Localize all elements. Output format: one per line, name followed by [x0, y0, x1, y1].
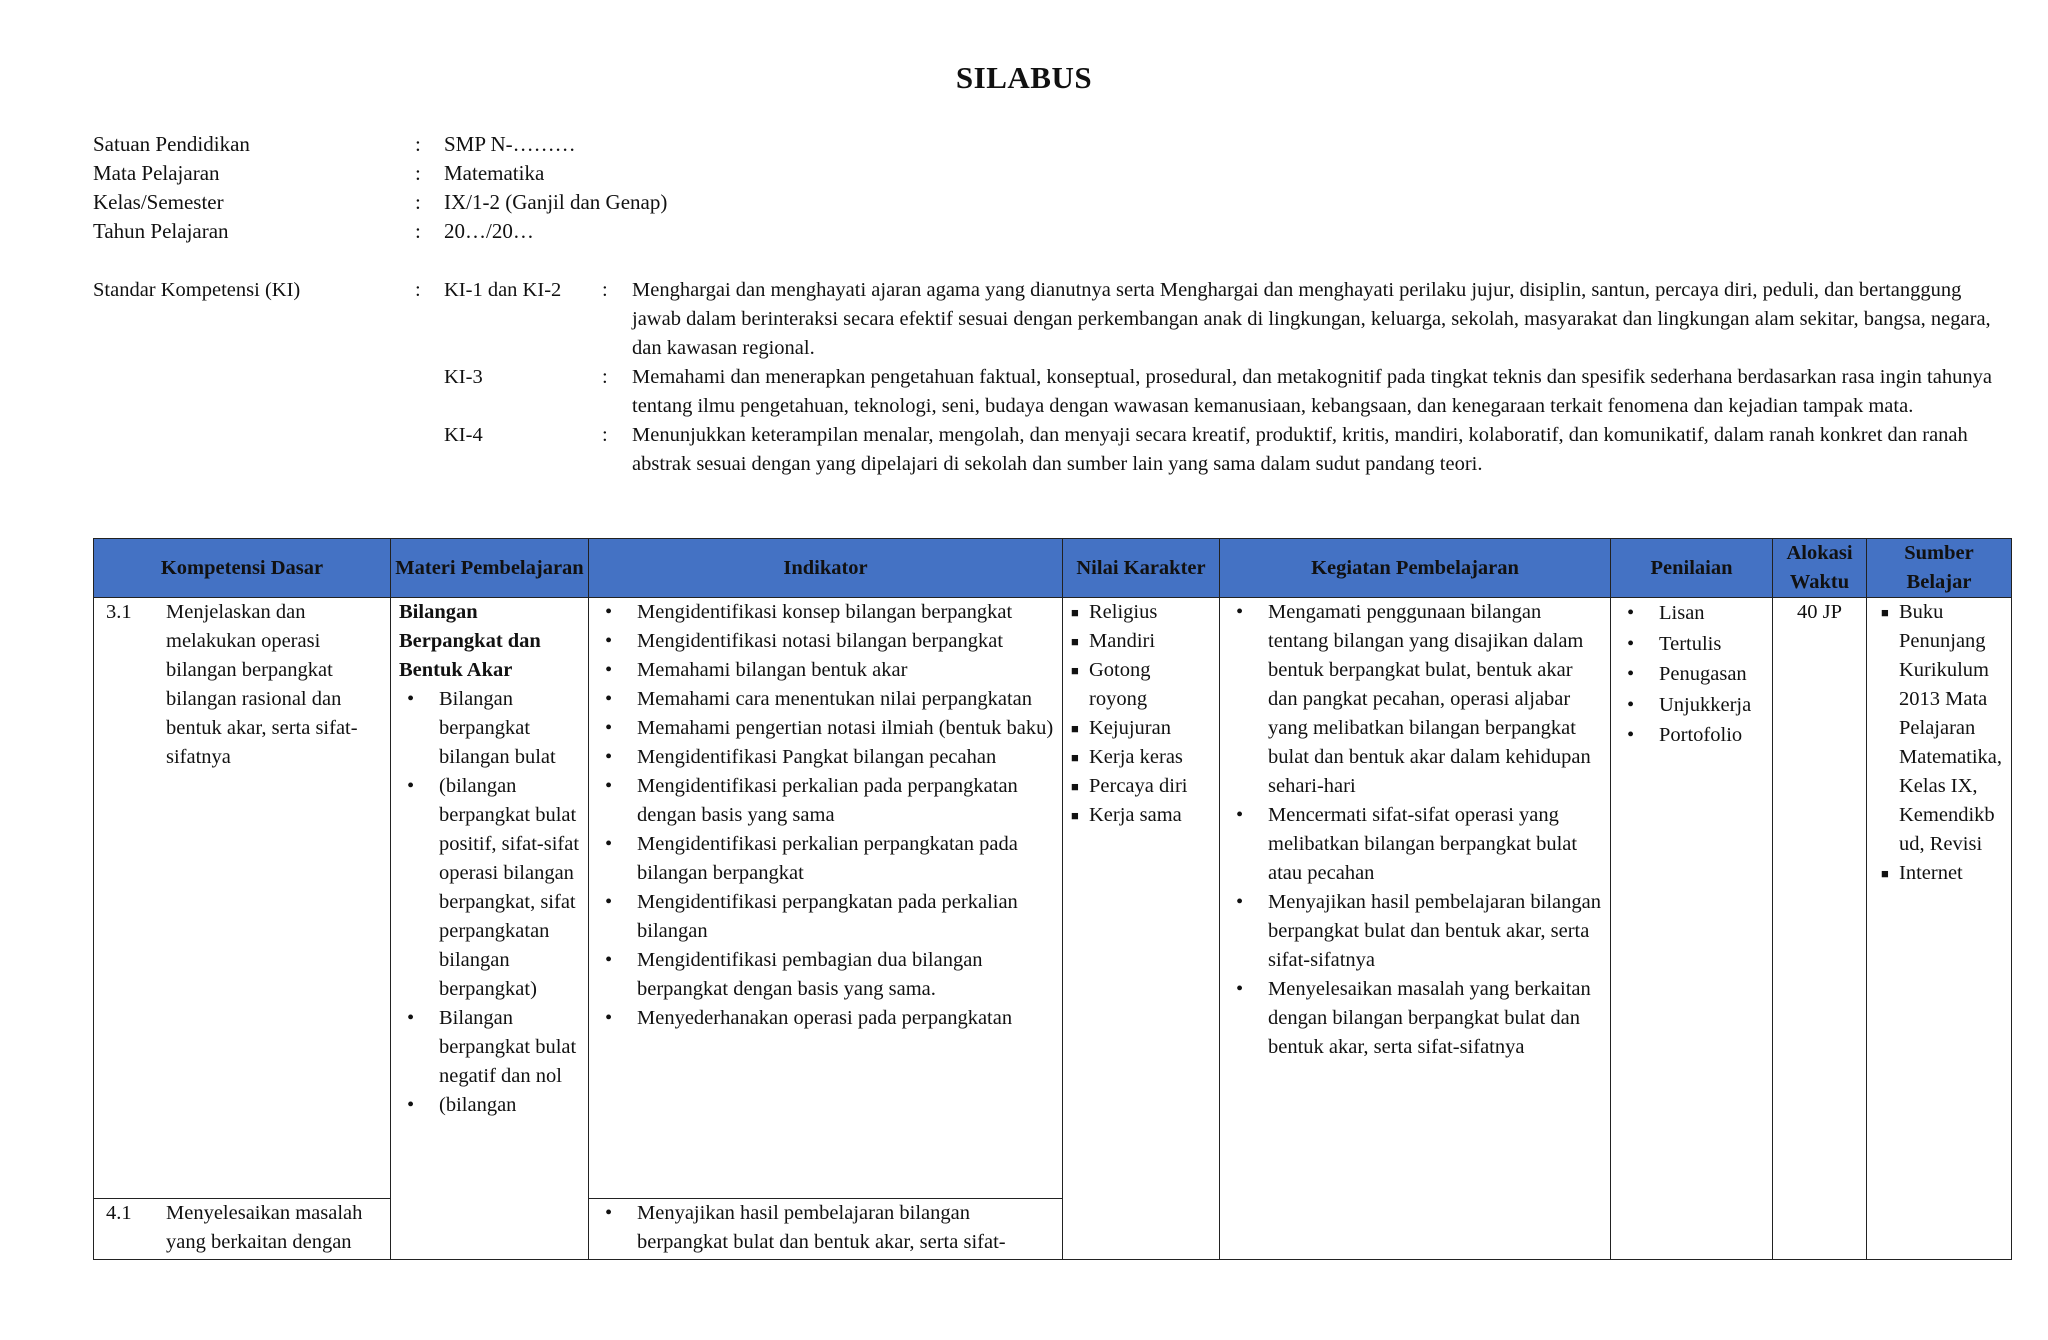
cell-materi: [391, 598, 589, 1260]
list-item: ■ Kerja sama: [1071, 804, 1182, 826]
kd-item: [94, 598, 390, 1198]
meta-label: Kelas/Semester: [93, 190, 224, 214]
cell-penilaian: [1611, 598, 1773, 1260]
list-item: • Penugasan: [1627, 663, 1747, 685]
ki-code: KI-3: [444, 366, 483, 388]
list-item: • Mengidentifikasi notasi bilangan berpangkat: [605, 630, 1004, 652]
meta-colon: :: [415, 219, 421, 243]
list-item: • Mengidentifikasi konsep bilangan berpangkat: [605, 601, 1013, 623]
ki-text: Menghargai dan menghayati ajaran agama yang dianutnya serta Menghargai dan menghayati perilaku jujur, disiplin, santun, percaya diri, peduli, dan bertanggung jawab dalam berinteraksi secara efektif sesuai dengan perkembangan anak di lingkungan, keluarga, sekolah, masyarakat dan lingkungan alam sekitar, bangsa, negara, dan kawasan regional.: [632, 279, 1991, 359]
meta-label: Tahun Pelajaran: [93, 219, 229, 243]
ki-colon: :: [602, 279, 608, 301]
list-item: • Menyederhanakan operasi pada perpangkatan: [605, 1007, 1013, 1029]
list-item: • Mengidentifikasi perpangkatan pada perkalian bilangan: [605, 891, 1018, 942]
header-sumber: Sumber Belajar: [1867, 539, 2012, 598]
ki-label: Standar Kompetensi (KI): [93, 279, 301, 301]
meta-value: SMP N-………: [444, 132, 576, 156]
identity-block: [93, 130, 667, 246]
ki-row: [93, 363, 1993, 421]
ki-text: Menunjukkan keterampilan menalar, mengolah, dan menyaji secara kreatif, produktif, kritis, mandiri, kolaboratif, dan komunikatif, dalam ranah konkret dan ranah abstrak sesuai dengan yang dipelajari di sekolah dan sumber lain yang sama dalam sudut pandang teori.: [632, 424, 1968, 475]
cell-indikator: [589, 598, 1063, 1199]
meta-row: [93, 217, 667, 246]
document-title: SILABUS: [955, 60, 1093, 95]
ki-block: [93, 276, 1993, 479]
list-item: • Mengamati penggunaan bilangan tentang bilangan yang disajikan dalam bentuk berpangkat bulat, bentuk akar dan pangkat pecahan, operasi aljabar yang melibatkan bilangan berpangkat bulat dan bentuk akar dalam kehidupan sehari-hari: [1236, 601, 1591, 797]
header-nilai-karakter: Nilai Karakter: [1063, 539, 1220, 598]
meta-label: Mata Pelajaran: [93, 161, 220, 185]
cell-indikator: [589, 1199, 1063, 1260]
list-item: • Menyajikan hasil pembelajaran bilangan berpangkat bulat dan bentuk akar, serta sifat-sifatnya: [1236, 891, 1602, 971]
ki-colon: :: [602, 424, 608, 446]
ki-colon: :: [602, 366, 608, 388]
meta-value: 20…/20…: [444, 219, 534, 243]
ki-code: KI-4: [444, 424, 483, 446]
meta-label: Satuan Pendidikan: [93, 132, 250, 156]
list-item: • Unjukkerja: [1627, 693, 1752, 716]
kd-number: 3.1: [106, 601, 132, 623]
cell-sumber: [1867, 598, 2012, 1260]
list-item: • Bilangan berpangkat bilangan bulat: [407, 688, 556, 768]
kd-item: [102, 1199, 382, 1257]
meta-row: [93, 188, 667, 217]
meta-row: [93, 130, 667, 159]
list-item: • Portofolio: [1627, 724, 1743, 746]
list-item: ■ Religius: [1071, 601, 1158, 623]
table-header-row: [94, 539, 2012, 598]
list-item: ■ Gotong royong: [1071, 659, 1151, 710]
list-item: • Menyelesaikan masalah yang berkaitan dengan bilangan berpangkat bulat dan bentuk akar, serta sifat-sifatnya: [1236, 978, 1591, 1058]
ki-row: [93, 276, 1993, 363]
list-item: • Memahami bilangan bentuk akar: [605, 659, 908, 681]
list-item: • (bilangan: [407, 1094, 517, 1116]
header-indikator: Indikator: [589, 539, 1063, 598]
list-item: • Mengidentifikasi pembagian dua bilangan berpangkat dengan basis yang sama.: [605, 949, 983, 1000]
list-item: ■ Percaya diri: [1071, 775, 1188, 797]
table-row: [94, 598, 2012, 1199]
meta-row: [93, 159, 667, 188]
list-item: • Bilangan berpangkat bulat negatif dan nol: [407, 1007, 577, 1087]
list-item: • Mengidentifikasi perkalian perpangkatan pada bilangan berpangkat: [605, 833, 1018, 884]
header-kompetensi-dasar: Kompetensi Dasar: [94, 539, 391, 598]
sumber-list: [1881, 598, 2003, 888]
cell-kompetensi-dasar: [94, 598, 391, 1199]
ki-code: KI-1 dan KI-2: [444, 279, 562, 301]
list-item: • (bilangan berpangkat bulat positif, sifat-sifat operasi bilangan berpangkat, sifat perpangkatan bilangan berpangkat): [407, 775, 580, 1000]
meta-colon: :: [415, 190, 421, 214]
ki-text: Memahami dan menerapkan pengetahuan faktual, konseptual, prosedural, dan metakognitif pada tingkat teknis dan spesifik sederhana berdasarkan rasa ingin tahunya tentang ilmu pengetahuan, teknologi, seni, budaya dengan wawasan kemanusiaan, kebangsaan, dan kenegaraan terkait fenomena dan kejadian tampak mata.: [632, 366, 1992, 417]
penilaian-list: [1619, 598, 1764, 751]
meta-value: IX/1-2 (Ganjil dan Genap): [444, 190, 668, 214]
kd-text: Menjelaskan dan melakukan operasi bilangan berpangkat bilangan rasional dan bentuk akar, serta sifat-sifatnya: [166, 601, 358, 768]
list-item: • Lisan: [1627, 602, 1705, 624]
cell-alokasi: 40 JP: [1773, 598, 1867, 1260]
list-item: • Mengidentifikasi Pangkat bilangan pecahan: [605, 746, 997, 768]
list-item: • Memahami pengertian notasi ilmiah (bentuk baku): [605, 717, 1054, 739]
list-item: • Menyajikan hasil pembelajaran bilangan berpangkat bulat dan bentuk akar, serta sifat-: [605, 1202, 1006, 1253]
list-item: • Mencermati sifat-sifat operasi yang melibatkan bilangan berpangkat bulat atau pecahan: [1236, 804, 1578, 884]
list-item: ■ Buku Penunjang Kurikulum 2013 Mata Pelajaran Matematika, Kelas IX, Kemendikb ud, Revisi: [1881, 601, 2003, 855]
header-materi: Materi Pembelajaran: [391, 539, 589, 598]
meta-colon: :: [415, 132, 421, 156]
meta-colon: :: [415, 161, 421, 185]
list-item: • Memahami cara menentukan nilai perpangkatan: [605, 688, 1033, 710]
indikator-list: [597, 1199, 1054, 1257]
header-kegiatan: Kegiatan Pembelajaran: [1220, 539, 1611, 598]
indikator-list: [597, 598, 1054, 1033]
header-penilaian: Penilaian: [1611, 539, 1773, 598]
list-item: ■ Mandiri: [1071, 630, 1156, 652]
cell-kompetensi-dasar: [94, 1199, 391, 1260]
list-item: • Mengidentifikasi perkalian pada perpangkatan dengan basis yang sama: [605, 775, 1018, 826]
cell-kegiatan: [1220, 598, 1611, 1260]
kd-text: Menyelesaikan masalah yang berkaitan dengan: [166, 1202, 363, 1253]
syllabus-table: [93, 538, 2012, 1260]
nilai-list: [1071, 598, 1211, 830]
list-item: ■ Kejujuran: [1071, 717, 1171, 739]
materi-list: [399, 685, 580, 1120]
kegiatan-list: [1228, 598, 1602, 1062]
list-item: • Tertulis: [1627, 632, 1722, 655]
ki-colon: :: [415, 279, 421, 301]
header-alokasi: Alokasi Waktu: [1773, 539, 1867, 598]
ki-row: [93, 421, 1993, 479]
cell-nilai-karakter: [1063, 598, 1220, 1260]
list-item: ■ Internet: [1881, 862, 1963, 884]
kd-number: 4.1: [106, 1202, 132, 1224]
list-item: ■ Kerja keras: [1071, 746, 1183, 768]
meta-value: Matematika: [444, 161, 545, 185]
materi-title: Bilangan Berpangkat dan Bentuk Akar: [399, 601, 541, 681]
